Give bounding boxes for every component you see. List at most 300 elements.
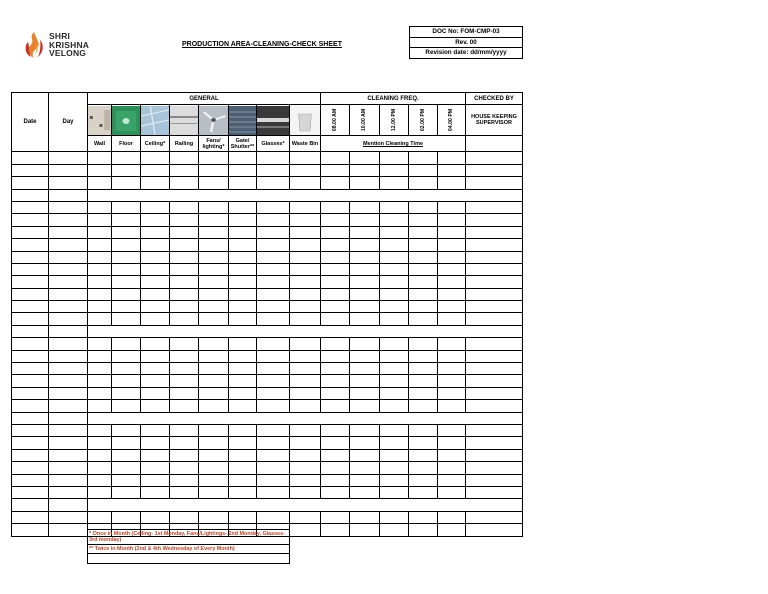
check-cell[interactable] (170, 363, 199, 375)
date-cell[interactable] (12, 214, 49, 226)
day-cell[interactable] (49, 288, 88, 300)
check-cell[interactable] (257, 424, 290, 436)
check-cell[interactable] (409, 486, 438, 498)
check-cell[interactable] (229, 214, 257, 226)
check-cell[interactable] (229, 424, 257, 436)
date-cell[interactable] (12, 511, 49, 523)
check-cell[interactable] (438, 424, 466, 436)
check-cell[interactable] (438, 263, 466, 275)
day-cell[interactable] (49, 375, 88, 387)
check-cell[interactable] (321, 424, 350, 436)
check-cell[interactable] (290, 511, 321, 523)
check-cell[interactable] (257, 263, 290, 275)
check-cell[interactable] (199, 301, 229, 313)
date-cell[interactable] (12, 325, 49, 337)
check-cell[interactable] (466, 474, 523, 486)
check-cell[interactable] (350, 226, 380, 238)
check-cell[interactable] (380, 152, 409, 164)
check-cell[interactable] (141, 239, 170, 251)
check-cell[interactable] (409, 177, 438, 189)
check-cell[interactable] (112, 375, 141, 387)
check-cell[interactable] (350, 524, 380, 536)
check-cell[interactable] (290, 263, 321, 275)
check-cell[interactable] (409, 437, 438, 449)
check-cell[interactable] (112, 263, 141, 275)
check-cell[interactable] (88, 511, 112, 523)
check-cell[interactable] (409, 524, 438, 536)
check-cell[interactable] (257, 177, 290, 189)
check-cell[interactable] (141, 511, 170, 523)
check-cell[interactable] (321, 152, 350, 164)
check-cell[interactable] (321, 276, 350, 288)
check-cell[interactable] (229, 251, 257, 263)
check-cell[interactable] (409, 375, 438, 387)
check-cell[interactable] (88, 400, 112, 412)
date-cell[interactable] (12, 152, 49, 164)
check-cell[interactable] (199, 164, 229, 176)
check-cell[interactable] (290, 239, 321, 251)
check-cell[interactable] (466, 486, 523, 498)
check-cell[interactable] (380, 511, 409, 523)
check-cell[interactable] (199, 338, 229, 350)
check-cell[interactable] (88, 152, 112, 164)
check-cell[interactable] (141, 350, 170, 362)
check-cell[interactable] (112, 301, 141, 313)
check-cell[interactable] (321, 437, 350, 449)
check-cell[interactable] (350, 276, 380, 288)
check-cell[interactable] (409, 239, 438, 251)
check-cell[interactable] (438, 363, 466, 375)
day-cell[interactable] (49, 499, 88, 511)
check-cell[interactable] (199, 276, 229, 288)
check-cell[interactable] (409, 201, 438, 213)
check-cell[interactable] (229, 350, 257, 362)
check-cell[interactable] (112, 474, 141, 486)
check-cell[interactable] (290, 201, 321, 213)
check-cell[interactable] (229, 177, 257, 189)
check-cell[interactable] (257, 251, 290, 263)
date-cell[interactable] (12, 177, 49, 189)
check-cell[interactable] (257, 449, 290, 461)
check-cell[interactable] (88, 313, 112, 325)
date-cell[interactable] (12, 288, 49, 300)
check-cell[interactable] (321, 201, 350, 213)
check-cell[interactable] (350, 201, 380, 213)
check-cell[interactable] (380, 437, 409, 449)
check-cell[interactable] (438, 400, 466, 412)
check-cell[interactable] (112, 276, 141, 288)
check-cell[interactable] (170, 338, 199, 350)
check-cell[interactable] (290, 486, 321, 498)
check-cell[interactable] (438, 152, 466, 164)
check-cell[interactable] (350, 152, 380, 164)
date-cell[interactable] (12, 400, 49, 412)
check-cell[interactable] (112, 511, 141, 523)
check-cell[interactable] (380, 164, 409, 176)
check-cell[interactable] (438, 449, 466, 461)
check-cell[interactable] (141, 375, 170, 387)
check-cell[interactable] (409, 226, 438, 238)
check-cell[interactable] (229, 363, 257, 375)
check-cell[interactable] (88, 375, 112, 387)
check-cell[interactable] (170, 400, 199, 412)
check-cell[interactable] (466, 524, 523, 536)
check-cell[interactable] (229, 301, 257, 313)
check-cell[interactable] (229, 486, 257, 498)
date-cell[interactable] (12, 239, 49, 251)
check-cell[interactable] (466, 251, 523, 263)
check-cell[interactable] (466, 313, 523, 325)
check-cell[interactable] (380, 524, 409, 536)
check-cell[interactable] (380, 177, 409, 189)
check-cell[interactable] (290, 387, 321, 399)
check-cell[interactable] (321, 164, 350, 176)
day-cell[interactable] (49, 387, 88, 399)
check-cell[interactable] (88, 486, 112, 498)
check-cell[interactable] (438, 338, 466, 350)
check-cell[interactable] (409, 387, 438, 399)
check-cell[interactable] (141, 474, 170, 486)
check-cell[interactable] (112, 201, 141, 213)
check-cell[interactable] (321, 214, 350, 226)
check-cell[interactable] (350, 424, 380, 436)
check-cell[interactable] (199, 350, 229, 362)
check-cell[interactable] (409, 474, 438, 486)
check-cell[interactable] (290, 424, 321, 436)
date-cell[interactable] (12, 263, 49, 275)
date-cell[interactable] (12, 301, 49, 313)
check-cell[interactable] (438, 474, 466, 486)
check-cell[interactable] (88, 214, 112, 226)
check-cell[interactable] (141, 424, 170, 436)
date-cell[interactable] (12, 424, 49, 436)
check-cell[interactable] (350, 486, 380, 498)
date-cell[interactable] (12, 449, 49, 461)
check-cell[interactable] (257, 152, 290, 164)
check-cell[interactable] (88, 251, 112, 263)
check-cell[interactable] (438, 276, 466, 288)
check-cell[interactable] (350, 437, 380, 449)
check-cell[interactable] (257, 486, 290, 498)
date-cell[interactable] (12, 387, 49, 399)
check-cell[interactable] (466, 263, 523, 275)
day-cell[interactable] (49, 437, 88, 449)
check-cell[interactable] (88, 164, 112, 176)
check-cell[interactable] (321, 226, 350, 238)
check-cell[interactable] (321, 449, 350, 461)
check-cell[interactable] (257, 301, 290, 313)
check-cell[interactable] (229, 313, 257, 325)
check-cell[interactable] (466, 350, 523, 362)
check-cell[interactable] (257, 363, 290, 375)
check-cell[interactable] (350, 462, 380, 474)
check-cell[interactable] (290, 301, 321, 313)
check-cell[interactable] (141, 152, 170, 164)
check-cell[interactable] (170, 387, 199, 399)
check-cell[interactable] (466, 288, 523, 300)
check-cell[interactable] (380, 462, 409, 474)
check-cell[interactable] (199, 177, 229, 189)
check-cell[interactable] (112, 449, 141, 461)
check-cell[interactable] (438, 524, 466, 536)
day-cell[interactable] (49, 201, 88, 213)
check-cell[interactable] (229, 437, 257, 449)
check-cell[interactable] (380, 301, 409, 313)
check-cell[interactable] (170, 313, 199, 325)
check-cell[interactable] (290, 313, 321, 325)
check-cell[interactable] (257, 437, 290, 449)
check-cell[interactable] (170, 511, 199, 523)
check-cell[interactable] (438, 387, 466, 399)
check-cell[interactable] (350, 164, 380, 176)
check-cell[interactable] (438, 164, 466, 176)
check-cell[interactable] (321, 263, 350, 275)
check-cell[interactable] (409, 263, 438, 275)
check-cell[interactable] (112, 363, 141, 375)
check-cell[interactable] (199, 462, 229, 474)
check-cell[interactable] (141, 486, 170, 498)
check-cell[interactable] (141, 164, 170, 176)
check-cell[interactable] (438, 350, 466, 362)
check-cell[interactable] (290, 251, 321, 263)
check-cell[interactable] (290, 214, 321, 226)
check-cell[interactable] (466, 363, 523, 375)
check-cell[interactable] (438, 486, 466, 498)
day-cell[interactable] (49, 400, 88, 412)
check-cell[interactable] (350, 350, 380, 362)
check-cell[interactable] (170, 375, 199, 387)
check-cell[interactable] (321, 511, 350, 523)
check-cell[interactable] (170, 486, 199, 498)
check-cell[interactable] (257, 214, 290, 226)
check-cell[interactable] (466, 449, 523, 461)
date-cell[interactable] (12, 276, 49, 288)
check-cell[interactable] (141, 387, 170, 399)
check-cell[interactable] (321, 313, 350, 325)
date-cell[interactable] (12, 338, 49, 350)
check-cell[interactable] (380, 486, 409, 498)
check-cell[interactable] (409, 350, 438, 362)
check-cell[interactable] (88, 288, 112, 300)
date-cell[interactable] (12, 363, 49, 375)
check-cell[interactable] (290, 226, 321, 238)
check-cell[interactable] (229, 375, 257, 387)
day-cell[interactable] (49, 263, 88, 275)
check-cell[interactable] (350, 338, 380, 350)
check-cell[interactable] (112, 288, 141, 300)
check-cell[interactable] (350, 363, 380, 375)
day-cell[interactable] (49, 276, 88, 288)
check-cell[interactable] (438, 201, 466, 213)
check-cell[interactable] (409, 363, 438, 375)
check-cell[interactable] (199, 424, 229, 436)
check-cell[interactable] (229, 462, 257, 474)
check-cell[interactable] (380, 226, 409, 238)
check-cell[interactable] (229, 338, 257, 350)
check-cell[interactable] (380, 449, 409, 461)
check-cell[interactable] (409, 251, 438, 263)
check-cell[interactable] (112, 437, 141, 449)
check-cell[interactable] (170, 449, 199, 461)
day-cell[interactable] (49, 449, 88, 461)
check-cell[interactable] (141, 276, 170, 288)
check-cell[interactable] (257, 387, 290, 399)
check-cell[interactable] (350, 239, 380, 251)
check-cell[interactable] (350, 387, 380, 399)
check-cell[interactable] (112, 462, 141, 474)
check-cell[interactable] (88, 387, 112, 399)
check-cell[interactable] (88, 239, 112, 251)
check-cell[interactable] (380, 363, 409, 375)
check-cell[interactable] (350, 263, 380, 275)
check-cell[interactable] (229, 201, 257, 213)
check-cell[interactable] (438, 301, 466, 313)
check-cell[interactable] (170, 239, 199, 251)
day-cell[interactable] (49, 424, 88, 436)
check-cell[interactable] (466, 152, 523, 164)
check-cell[interactable] (257, 338, 290, 350)
check-cell[interactable] (466, 214, 523, 226)
check-cell[interactable] (409, 313, 438, 325)
check-cell[interactable] (199, 214, 229, 226)
check-cell[interactable] (380, 338, 409, 350)
check-cell[interactable] (88, 263, 112, 275)
check-cell[interactable] (88, 350, 112, 362)
check-cell[interactable] (466, 511, 523, 523)
day-cell[interactable] (49, 177, 88, 189)
day-cell[interactable] (49, 152, 88, 164)
check-cell[interactable] (112, 350, 141, 362)
check-cell[interactable] (321, 350, 350, 362)
check-cell[interactable] (229, 511, 257, 523)
check-cell[interactable] (290, 400, 321, 412)
check-cell[interactable] (466, 276, 523, 288)
day-cell[interactable] (49, 524, 88, 536)
check-cell[interactable] (438, 251, 466, 263)
check-cell[interactable] (141, 462, 170, 474)
check-cell[interactable] (350, 400, 380, 412)
check-cell[interactable] (199, 375, 229, 387)
check-cell[interactable] (141, 288, 170, 300)
check-cell[interactable] (350, 288, 380, 300)
date-cell[interactable] (12, 499, 49, 511)
check-cell[interactable] (257, 350, 290, 362)
check-cell[interactable] (466, 462, 523, 474)
date-cell[interactable] (12, 251, 49, 263)
date-cell[interactable] (12, 412, 49, 424)
check-cell[interactable] (88, 437, 112, 449)
check-cell[interactable] (141, 214, 170, 226)
check-cell[interactable] (199, 400, 229, 412)
day-cell[interactable] (49, 251, 88, 263)
check-cell[interactable] (438, 226, 466, 238)
check-cell[interactable] (466, 301, 523, 313)
check-cell[interactable] (321, 239, 350, 251)
check-cell[interactable] (321, 301, 350, 313)
check-cell[interactable] (141, 437, 170, 449)
day-cell[interactable] (49, 301, 88, 313)
check-cell[interactable] (257, 511, 290, 523)
check-cell[interactable] (141, 251, 170, 263)
check-cell[interactable] (88, 201, 112, 213)
check-cell[interactable] (88, 177, 112, 189)
check-cell[interactable] (170, 177, 199, 189)
check-cell[interactable] (170, 276, 199, 288)
check-cell[interactable] (438, 214, 466, 226)
check-cell[interactable] (141, 226, 170, 238)
check-cell[interactable] (321, 462, 350, 474)
check-cell[interactable] (290, 449, 321, 461)
check-cell[interactable] (350, 251, 380, 263)
check-cell[interactable] (380, 239, 409, 251)
check-cell[interactable] (380, 201, 409, 213)
date-cell[interactable] (12, 189, 49, 201)
check-cell[interactable] (350, 214, 380, 226)
check-cell[interactable] (350, 301, 380, 313)
check-cell[interactable] (199, 511, 229, 523)
check-cell[interactable] (88, 226, 112, 238)
check-cell[interactable] (466, 424, 523, 436)
check-cell[interactable] (88, 301, 112, 313)
check-cell[interactable] (112, 239, 141, 251)
check-cell[interactable] (199, 288, 229, 300)
date-cell[interactable] (12, 313, 49, 325)
check-cell[interactable] (112, 226, 141, 238)
day-cell[interactable] (49, 338, 88, 350)
check-cell[interactable] (290, 338, 321, 350)
check-cell[interactable] (466, 201, 523, 213)
check-cell[interactable] (88, 276, 112, 288)
check-cell[interactable] (170, 251, 199, 263)
check-cell[interactable] (466, 338, 523, 350)
check-cell[interactable] (229, 239, 257, 251)
date-cell[interactable] (12, 164, 49, 176)
check-cell[interactable] (290, 288, 321, 300)
day-cell[interactable] (49, 412, 88, 424)
check-cell[interactable] (170, 152, 199, 164)
check-cell[interactable] (409, 152, 438, 164)
check-cell[interactable] (229, 164, 257, 176)
check-cell[interactable] (290, 350, 321, 362)
day-cell[interactable] (49, 474, 88, 486)
check-cell[interactable] (199, 263, 229, 275)
check-cell[interactable] (380, 288, 409, 300)
day-cell[interactable] (49, 313, 88, 325)
check-cell[interactable] (229, 276, 257, 288)
check-cell[interactable] (141, 313, 170, 325)
check-cell[interactable] (112, 177, 141, 189)
separator-cell[interactable] (88, 412, 523, 424)
check-cell[interactable] (290, 164, 321, 176)
check-cell[interactable] (88, 462, 112, 474)
check-cell[interactable] (380, 251, 409, 263)
check-cell[interactable] (199, 313, 229, 325)
check-cell[interactable] (199, 437, 229, 449)
check-cell[interactable] (141, 263, 170, 275)
check-cell[interactable] (409, 214, 438, 226)
check-cell[interactable] (409, 288, 438, 300)
check-cell[interactable] (229, 288, 257, 300)
check-cell[interactable] (88, 338, 112, 350)
check-cell[interactable] (409, 424, 438, 436)
check-cell[interactable] (229, 474, 257, 486)
check-cell[interactable] (380, 474, 409, 486)
check-cell[interactable] (199, 251, 229, 263)
check-cell[interactable] (409, 449, 438, 461)
check-cell[interactable] (112, 214, 141, 226)
check-cell[interactable] (141, 363, 170, 375)
check-cell[interactable] (290, 276, 321, 288)
